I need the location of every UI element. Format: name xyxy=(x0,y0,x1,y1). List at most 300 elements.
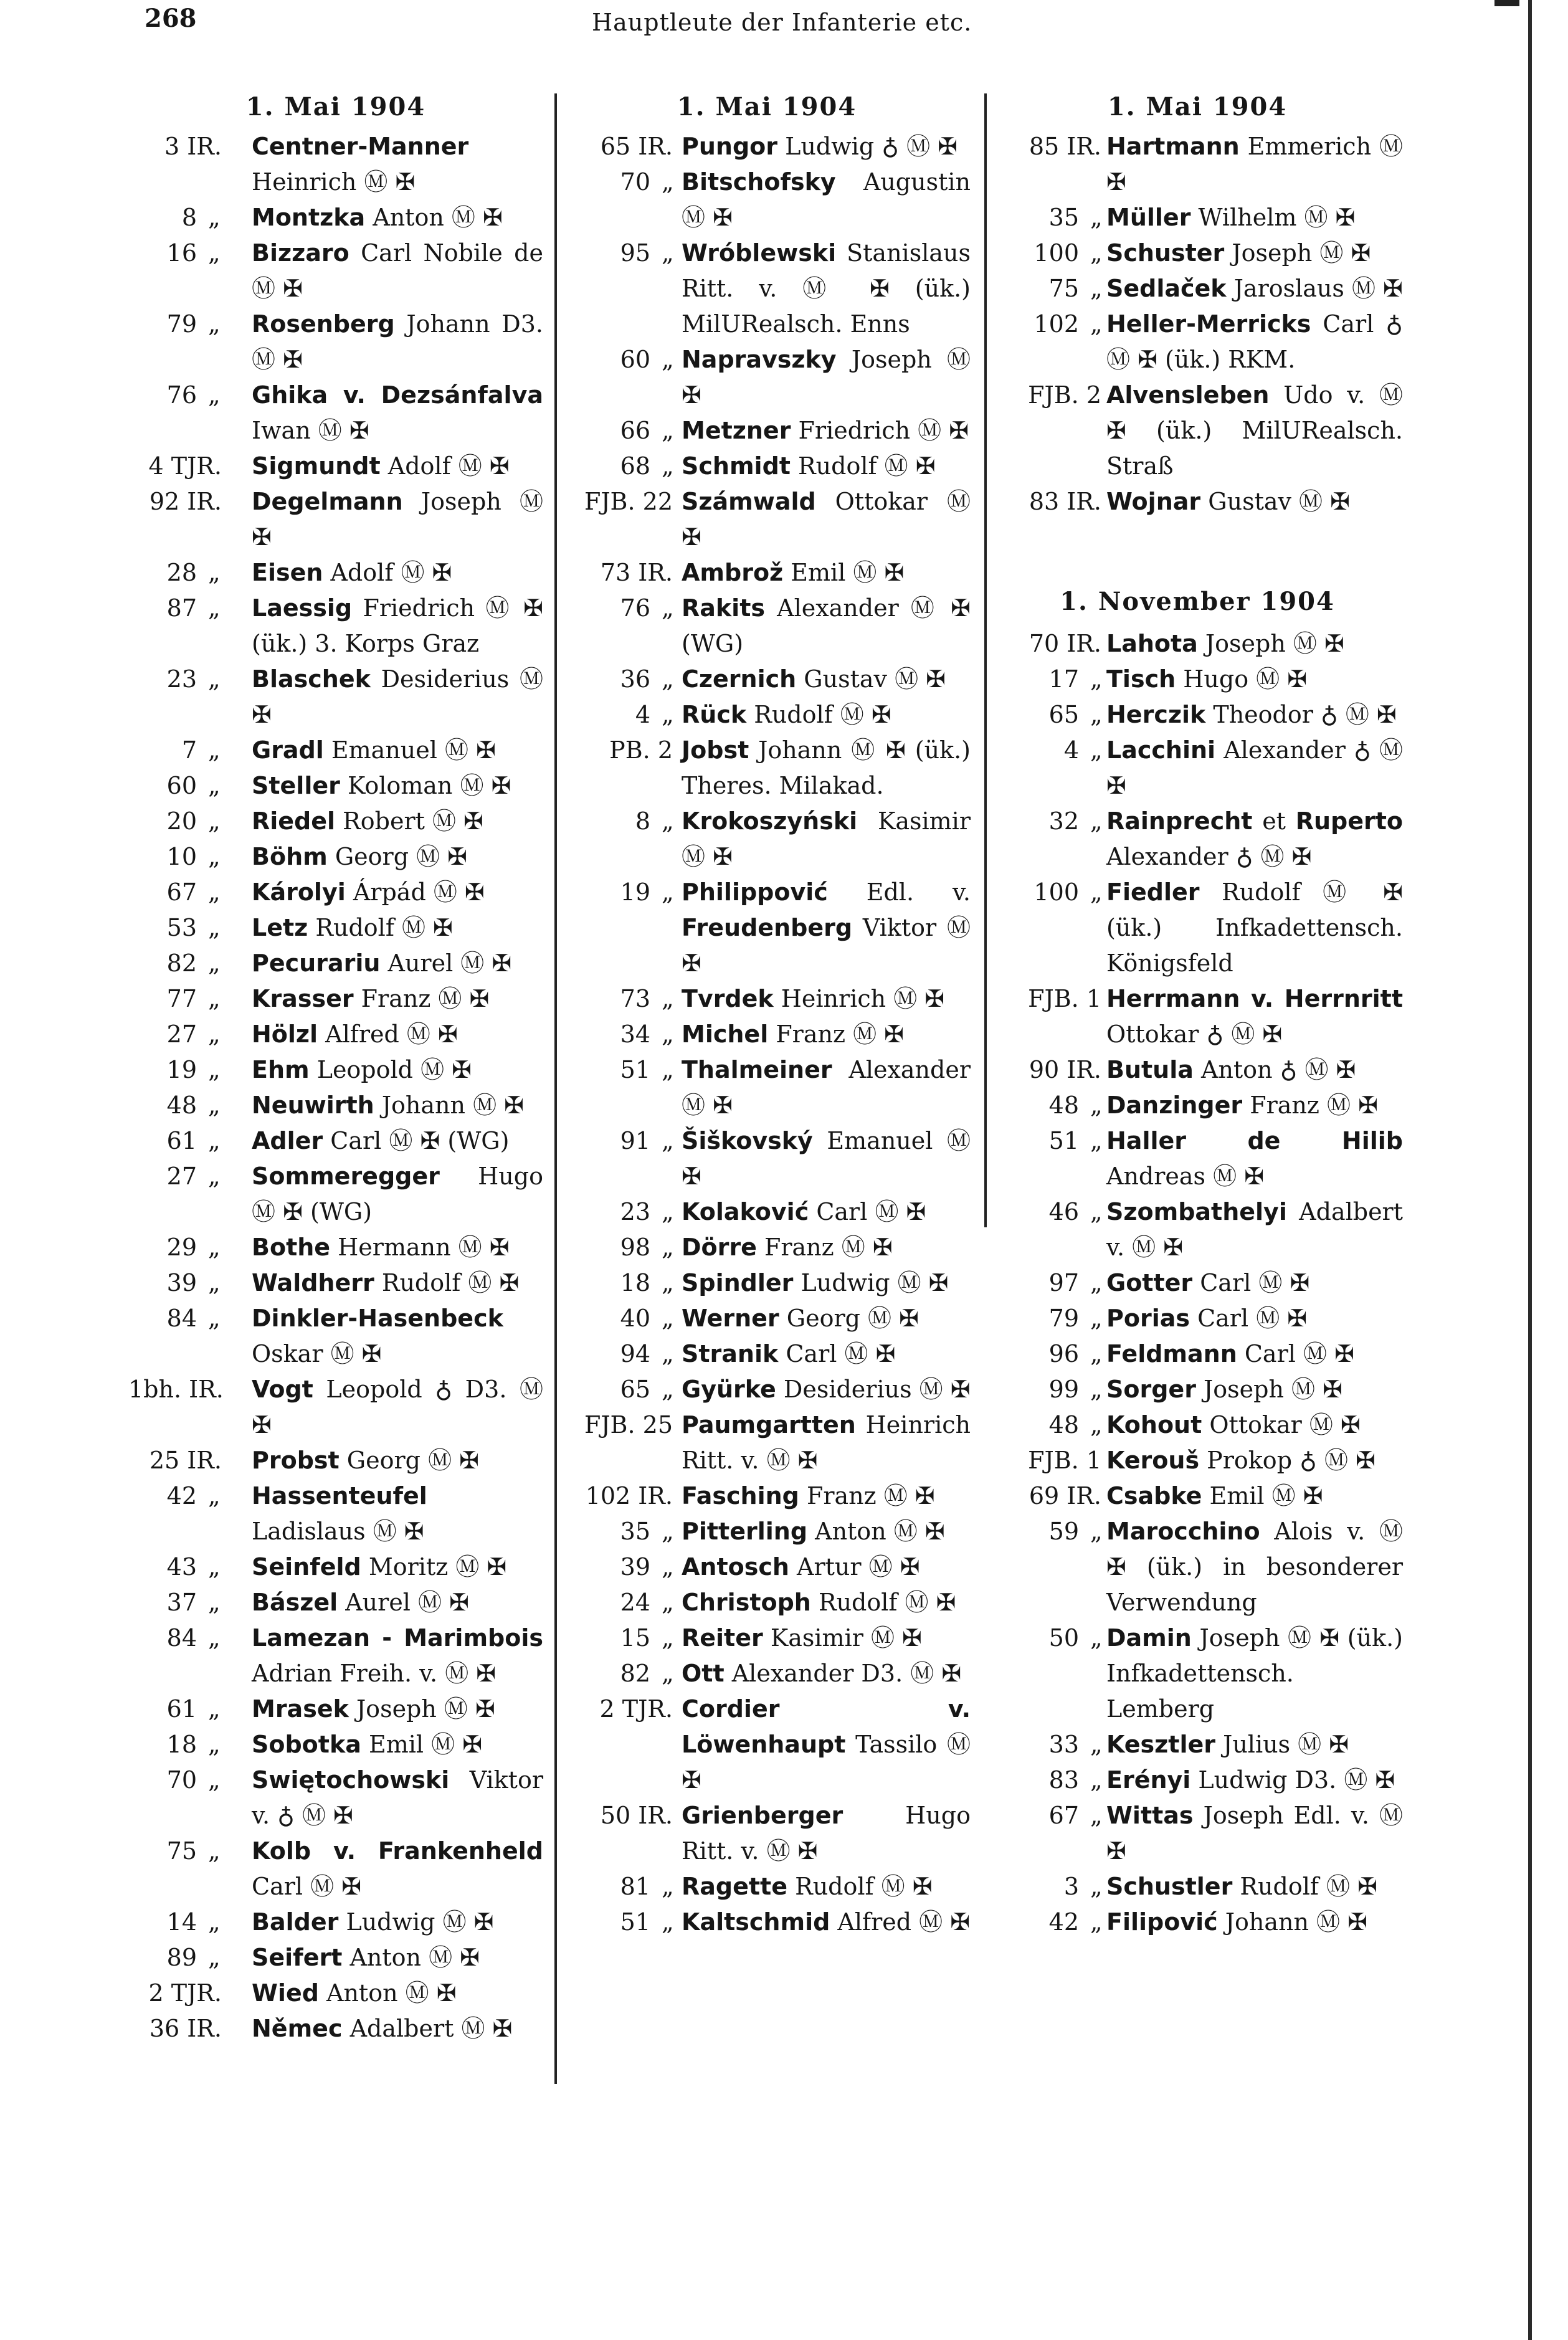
list-entry xyxy=(563,1620,971,1656)
ditto-mark: „ xyxy=(1090,1092,1103,1119)
list-entry xyxy=(992,1514,1403,1620)
ditto-mark: „ xyxy=(662,1340,674,1367)
given-name-and-decorations: Carl ♁ Ⓜ ✠ (ük.) RKM. xyxy=(1106,310,1403,373)
list-entry xyxy=(992,307,1403,378)
given-name-and-decorations: Oskar Ⓜ ✠ xyxy=(252,1340,382,1367)
ditto-mark: „ xyxy=(1090,310,1103,338)
list-entry xyxy=(992,1798,1403,1869)
entry-text xyxy=(252,1976,543,2011)
list-entry xyxy=(563,1514,971,1549)
given-name-and-decorations: Alois v. Ⓜ ✠ (ük.) in besonderer Verwendung xyxy=(1106,1518,1403,1616)
list-entry xyxy=(563,413,971,449)
ditto-mark: „ xyxy=(208,1944,221,1971)
list-entry xyxy=(128,946,543,981)
officer-surname: Bitschofsky xyxy=(682,168,836,196)
given-name-and-decorations: Joseph Ⓜ ✠ xyxy=(356,1695,495,1723)
given-name-and-decorations: Anton Ⓜ ✠ xyxy=(326,1979,457,2007)
given-name-and-decorations: Friedrich Ⓜ ✠ xyxy=(798,417,969,444)
given-name-and-decorations: Desiderius Ⓜ ✠ xyxy=(252,665,543,728)
entry-text xyxy=(1106,875,1403,981)
officer-surname: Wittas xyxy=(1106,1802,1194,1829)
entry-text xyxy=(252,1549,543,1585)
regiment-number: 17 xyxy=(1048,665,1079,693)
list-entry xyxy=(992,484,1403,520)
regiment-number: 36 xyxy=(620,665,650,693)
ditto-mark: „ xyxy=(208,985,221,1012)
list-entry xyxy=(563,733,971,804)
officer-surname: Butula xyxy=(1106,1056,1194,1083)
ditto-mark: „ xyxy=(208,736,221,764)
list-entry xyxy=(563,129,971,164)
ditto-mark: „ xyxy=(1090,1411,1103,1439)
entry-text xyxy=(252,733,543,768)
entry-text xyxy=(682,449,971,484)
given-name-and-decorations: Hugo Ⓜ ✠ (WG) xyxy=(252,1163,543,1225)
officer-surname: Neuwirth xyxy=(252,1092,374,1119)
ditto-mark: „ xyxy=(662,168,674,196)
entry-text xyxy=(682,342,971,413)
entry-text xyxy=(682,1372,971,1407)
entry-text xyxy=(682,129,971,164)
given-name-and-decorations: Carl Nobile de Ⓜ ✠ xyxy=(252,239,543,302)
entry-text xyxy=(682,875,971,981)
regiment-number: 10 xyxy=(166,843,197,870)
ditto-mark: „ xyxy=(1090,701,1103,728)
given-name-and-decorations: Friedrich Ⓜ ✠ (ük.) 3. Korps Graz xyxy=(252,594,543,657)
list-entry xyxy=(992,200,1403,235)
entry-text xyxy=(252,1833,543,1905)
given-name-and-decorations: Augustin Ⓜ ✠ xyxy=(682,168,971,231)
list-entry xyxy=(128,1727,543,1762)
ditto-mark: „ xyxy=(208,1837,221,1865)
ditto-mark: „ xyxy=(208,1163,221,1190)
list-entry xyxy=(563,1656,971,1691)
entry-text xyxy=(252,484,543,555)
given-name-and-decorations: Franz Ⓜ ✠ xyxy=(776,1020,904,1048)
entry-text xyxy=(682,235,971,342)
regiment-number: 39 xyxy=(620,1553,650,1581)
entry-text xyxy=(1106,378,1403,484)
ditto-mark: „ xyxy=(208,1766,221,1794)
entry-text xyxy=(1106,1407,1403,1443)
regiment-number: 75 xyxy=(1048,275,1079,302)
given-name-and-decorations: Desiderius Ⓜ ✠ xyxy=(783,1376,971,1403)
entry-text xyxy=(252,981,543,1017)
ditto-mark: „ xyxy=(662,807,674,835)
list-entry xyxy=(563,1478,971,1514)
regiment-number: 79 xyxy=(166,310,197,338)
ditto-mark: „ xyxy=(662,1660,674,1687)
officer-surname: Sobotka xyxy=(252,1731,361,1758)
given-name-and-decorations: Robert Ⓜ ✠ xyxy=(343,807,483,835)
given-name-and-decorations: Gustav Ⓜ ✠ xyxy=(804,665,946,693)
entry-text xyxy=(1106,1052,1403,1088)
scan-margin xyxy=(1532,0,1568,2340)
officer-surname: Seifert xyxy=(252,1944,343,1971)
entry-text xyxy=(1106,1123,1403,1194)
ditto-mark: „ xyxy=(662,1589,674,1616)
list-entry xyxy=(992,1869,1403,1905)
officer-surname: Schuster xyxy=(1106,239,1225,267)
regiment-number: 48 xyxy=(1048,1411,1079,1439)
list-entry xyxy=(563,1798,971,1869)
list-entry xyxy=(128,1017,543,1052)
entry-text xyxy=(252,200,543,235)
regiment-number: 68 xyxy=(620,452,650,480)
list-entry xyxy=(128,1620,543,1691)
ditto-mark: „ xyxy=(662,1020,674,1048)
officer-surname: Porias xyxy=(1106,1305,1190,1332)
given-name-and-decorations: Andreas Ⓜ ✠ xyxy=(1106,1163,1265,1190)
entry-text xyxy=(1106,129,1403,200)
officer-surname: Wróblewski xyxy=(682,239,837,267)
regiment-number: 19 xyxy=(166,1056,197,1083)
officer-surname: Probst xyxy=(252,1447,340,1474)
list-entry xyxy=(563,555,971,591)
column-heading: 1. Mai 1904 xyxy=(245,92,426,121)
entry-text xyxy=(682,1798,971,1869)
entry-text xyxy=(252,1905,543,1940)
list-entry xyxy=(128,555,543,591)
entry-text xyxy=(1106,733,1403,804)
entry-text xyxy=(252,804,543,839)
list-entry xyxy=(563,449,971,484)
regiment-number: 92 IR. xyxy=(149,488,222,515)
regiment-number: 61 xyxy=(166,1127,197,1154)
officer-surname: Tisch xyxy=(1106,665,1176,693)
regiment-number: 82 xyxy=(166,949,197,977)
list-entry xyxy=(992,733,1403,804)
scan-edge-mark xyxy=(1494,0,1519,6)
officer-surname: Schustler xyxy=(1106,1873,1233,1900)
officer-surname: Metzner xyxy=(682,417,791,444)
regiment-number: 81 xyxy=(620,1873,650,1900)
regiment-number: 82 xyxy=(620,1660,650,1687)
ditto-mark: „ xyxy=(1090,1766,1103,1794)
given-name-and-decorations: Georg Ⓜ ✠ xyxy=(786,1305,919,1332)
ditto-mark: „ xyxy=(208,843,221,870)
ditto-mark: „ xyxy=(1090,1802,1103,1829)
officer-surname: Gradl xyxy=(252,736,324,764)
given-name-and-decorations: Rudolf Ⓜ ✠ xyxy=(1240,1873,1377,1900)
regiment-number: 51 xyxy=(1048,1127,1079,1154)
regiment-number: 33 xyxy=(1048,1731,1079,1758)
officer-surname: Bizzaro xyxy=(252,239,349,267)
regiment-number: 3 xyxy=(1063,1873,1079,1900)
given-name-and-decorations: Joseph Edl. v. Ⓜ ✠ xyxy=(1106,1802,1403,1865)
ditto-mark: „ xyxy=(208,1127,221,1154)
officer-surname-2: Freudenberg xyxy=(682,914,853,941)
given-name-and-decorations: Joseph Ⓜ ✠ xyxy=(252,488,543,551)
officer-surname: Pecurariu xyxy=(252,949,381,977)
ditto-mark: „ xyxy=(1090,1518,1103,1545)
officer-surname: Alvensleben xyxy=(1106,381,1270,409)
ditto-mark: „ xyxy=(208,949,221,977)
regiment-number: 79 xyxy=(1048,1305,1079,1332)
officer-surname: Fasching xyxy=(682,1482,799,1510)
column-heading: 1. Mai 1904 xyxy=(1107,92,1288,121)
officer-surname: Šiškovský xyxy=(682,1127,813,1154)
given-name-and-decorations: Emil Ⓜ ✠ xyxy=(791,559,905,586)
list-entry xyxy=(992,1443,1403,1478)
given-name-and-decorations: Ludwig Ⓜ ✠ xyxy=(346,1908,494,1936)
regiment-number: 61 xyxy=(166,1695,197,1723)
ditto-mark: „ xyxy=(662,1376,674,1403)
entry-text xyxy=(1106,1727,1403,1762)
officer-surname: Blaschek xyxy=(252,665,371,693)
regiment-number: FJB. 2 xyxy=(1028,381,1101,409)
given-name-and-decorations: Edl. v. xyxy=(866,878,971,906)
entry-text xyxy=(1106,1478,1403,1514)
entry-text xyxy=(682,1336,971,1372)
officer-surname: Sorger xyxy=(1106,1376,1196,1403)
ditto-mark: „ xyxy=(208,1908,221,1936)
given-name-and-decorations: Carl Ⓜ ✠ xyxy=(1244,1340,1354,1367)
ditto-mark: „ xyxy=(208,1020,221,1048)
officer-surname: Marocchino xyxy=(1106,1518,1260,1545)
given-name-and-decorations: Carl Ⓜ ✠ (WG) xyxy=(330,1127,510,1154)
regiment-number: 100 xyxy=(1033,239,1079,267)
list-entry xyxy=(128,1905,543,1940)
entry-text xyxy=(252,1265,543,1301)
officer-surname: Schmidt xyxy=(682,452,791,480)
given-name-and-decorations: Franz Ⓜ ✠ xyxy=(806,1482,935,1510)
entry-text xyxy=(252,378,543,449)
entry-text xyxy=(252,946,543,981)
given-name-and-decorations: Hermann Ⓜ ✠ xyxy=(338,1234,510,1261)
entry-text xyxy=(1106,1194,1403,1265)
given-name-and-decorations: Aurel Ⓜ ✠ xyxy=(345,1589,469,1616)
entry-text xyxy=(252,1478,543,1549)
ditto-mark: „ xyxy=(1090,239,1103,267)
list-entry xyxy=(992,1620,1403,1727)
given-name-and-decorations: Hugo Ritt. v. Ⓜ ✠ xyxy=(682,1802,971,1865)
entry-text xyxy=(682,1052,971,1123)
officer-surname: Dinkler-Hasenbeck xyxy=(252,1305,503,1332)
entry-text xyxy=(252,1443,543,1478)
list-entry xyxy=(128,1123,543,1159)
officer-surname: Rück xyxy=(682,701,747,728)
list-entry xyxy=(563,697,971,733)
officer-surname: Lahota xyxy=(1106,630,1198,657)
officer-surname: Wied xyxy=(252,1979,319,2007)
list-entry xyxy=(563,591,971,662)
list-entry xyxy=(128,1549,543,1585)
given-name-and-decorations: Carl Ⓜ ✠ xyxy=(1200,1269,1310,1296)
regiment-number: 39 xyxy=(166,1269,197,1296)
ditto-mark: „ xyxy=(208,914,221,941)
ditto-mark: „ xyxy=(1090,1624,1103,1652)
entry-text xyxy=(1106,1869,1403,1905)
given-name-and-decorations: Iwan Ⓜ ✠ xyxy=(252,417,369,444)
list-entry xyxy=(992,1123,1403,1194)
ditto-mark: „ xyxy=(1090,1305,1103,1332)
list-entry xyxy=(128,1088,543,1123)
regiment-number: 73 IR. xyxy=(600,559,673,586)
given-name-and-decorations: Anton Ⓜ ✠ xyxy=(815,1518,945,1545)
column-1 xyxy=(128,92,543,2098)
given-name-and-decorations: Adolf Ⓜ ✠ xyxy=(387,452,510,480)
given-name-and-decorations: Anton Ⓜ ✠ xyxy=(373,204,503,231)
given-name-and-decorations: Artur Ⓜ ✠ xyxy=(797,1553,920,1581)
regiment-number: 97 xyxy=(1048,1269,1079,1296)
regiment-number: 48 xyxy=(1048,1092,1079,1119)
given-name-and-decorations: Adalbert Ⓜ ✠ xyxy=(349,2015,513,2042)
entry-text xyxy=(1106,1798,1403,1869)
list-entry xyxy=(992,697,1403,733)
ditto-mark: „ xyxy=(662,985,674,1012)
regiment-number: 75 xyxy=(166,1837,197,1865)
regiment-number: 24 xyxy=(620,1589,650,1616)
list-entry xyxy=(128,2011,543,2047)
entry-text xyxy=(682,413,971,449)
list-entry xyxy=(563,981,971,1017)
list-entry xyxy=(128,1478,543,1549)
officer-surname: Fiedler xyxy=(1106,878,1200,906)
column-3 xyxy=(992,92,1403,2098)
list-entry xyxy=(992,1407,1403,1443)
list-entry xyxy=(128,591,543,662)
regiment-number: 23 xyxy=(166,665,197,693)
ditto-mark: „ xyxy=(662,1518,674,1545)
regiment-number: 76 xyxy=(620,594,650,622)
entry-text xyxy=(252,875,543,910)
list-entry xyxy=(992,1905,1403,1940)
entry-text xyxy=(252,1088,543,1123)
list-entry xyxy=(992,662,1403,697)
officer-surname: Ehm xyxy=(252,1056,310,1083)
officer-surname: Waldherr xyxy=(252,1269,374,1296)
officer-surname-2: Ruperto xyxy=(1295,807,1403,835)
given-name-and-decorations: Johann Ⓜ ✠ xyxy=(381,1092,524,1119)
regiment-number: 46 xyxy=(1048,1198,1079,1225)
ditto-mark: „ xyxy=(208,1056,221,1083)
list-entry xyxy=(563,484,971,555)
regiment-number: 51 xyxy=(620,1908,650,1936)
given-name-and-decorations: Georg Ⓜ ✠ xyxy=(346,1447,479,1474)
ditto-mark: „ xyxy=(208,807,221,835)
list-entry xyxy=(992,981,1403,1052)
regiment-number: 29 xyxy=(166,1234,197,1261)
entry-text xyxy=(252,129,543,200)
given-name-and-decorations: Anton ♁ Ⓜ ✠ xyxy=(1201,1056,1356,1083)
entry-text xyxy=(1106,1762,1403,1798)
entry-text xyxy=(252,1372,543,1443)
officer-surname: Cordier v. Löwenhaupt xyxy=(682,1695,971,1758)
entry-text xyxy=(252,235,543,307)
ditto-mark: „ xyxy=(208,1305,221,1332)
list-entry xyxy=(563,804,971,875)
entry-text xyxy=(252,1691,543,1727)
list-entry xyxy=(128,1159,543,1230)
regiment-number: 2 TJR. xyxy=(148,1979,222,2007)
ditto-mark: „ xyxy=(662,1269,674,1296)
given-name-and-decorations: Carl Ⓜ ✠ xyxy=(1197,1305,1308,1332)
officer-surname: Centner-Manner xyxy=(252,133,469,160)
entry-text xyxy=(682,1869,971,1905)
officer-surname: Stranik xyxy=(682,1340,779,1367)
regiment-number: 27 xyxy=(166,1020,197,1048)
entry-text xyxy=(682,1407,971,1478)
regiment-number: 98 xyxy=(620,1234,650,1261)
regiment-number: 27 xyxy=(166,1163,197,1190)
regiment-number: 65 xyxy=(620,1376,650,1403)
entry-text xyxy=(682,555,971,591)
given-name-and-decorations: Heinrich Ⓜ ✠ xyxy=(252,168,416,196)
regiment-number: 102 IR. xyxy=(585,1482,673,1510)
ditto-mark: „ xyxy=(662,594,674,622)
regiment-number: 76 xyxy=(166,381,197,409)
regiment-number: 95 xyxy=(620,239,650,267)
given-name-and-decorations: Joseph Ⓜ ✠ xyxy=(1205,630,1344,657)
regiment-number: 73 xyxy=(620,985,650,1012)
given-name-and-decorations: Carl Ⓜ ✠ xyxy=(816,1198,926,1225)
given-name-and-decorations: Franz Ⓜ ✠ xyxy=(764,1234,893,1261)
list-entry xyxy=(992,271,1403,307)
entry-text xyxy=(682,662,971,697)
entry-text xyxy=(1106,1905,1403,1940)
officer-surname: Csabke xyxy=(1106,1482,1202,1510)
column-2 xyxy=(563,92,971,2098)
regiment-number: 70 xyxy=(620,168,650,196)
ditto-mark: „ xyxy=(662,1056,674,1083)
list-entry xyxy=(992,129,1403,200)
regiment-number: PB. 2 xyxy=(609,736,673,764)
officer-surname: Balder xyxy=(252,1908,339,1936)
given-name-and-decorations: Kasimir Ⓜ ✠ xyxy=(770,1624,922,1652)
regiment-number: 50 xyxy=(1048,1624,1079,1652)
regiment-number: FJB. 22 xyxy=(584,488,673,515)
given-name-and-decorations: Franz Ⓜ ✠ xyxy=(1250,1092,1378,1119)
ditto-mark: „ xyxy=(208,1482,221,1510)
officer-surname: Károlyi xyxy=(252,878,346,906)
list-entry xyxy=(128,1940,543,1976)
list-entry xyxy=(563,1869,971,1905)
regiment-number: 89 xyxy=(166,1944,197,1971)
officer-surname: Pungor xyxy=(682,133,778,160)
officer-surname: Damin xyxy=(1106,1624,1192,1652)
officer-surname: Michel xyxy=(682,1020,769,1048)
column-heading: 1. Mai 1904 xyxy=(677,92,857,121)
regiment-number: FJB. 1 xyxy=(1028,985,1101,1012)
officer-surname: Philippović xyxy=(682,878,828,906)
regiment-number: 96 xyxy=(1048,1340,1079,1367)
ditto-mark: „ xyxy=(662,1198,674,1225)
list-entry xyxy=(128,1443,543,1478)
officer-surname: Lamezan - Marimbois xyxy=(252,1624,543,1652)
entry-text xyxy=(682,804,971,875)
officer-surname: Seinfeld xyxy=(252,1553,361,1581)
ditto-mark: „ xyxy=(208,1234,221,1261)
entry-text xyxy=(1106,981,1403,1052)
list-entry xyxy=(563,1372,971,1407)
given-name-and-decorations: Rudolf Ⓜ ✠ xyxy=(381,1269,520,1296)
list-entry xyxy=(128,449,543,484)
officer-surname: Christoph xyxy=(682,1589,811,1616)
given-name-and-decorations: Ladislaus Ⓜ ✠ xyxy=(252,1518,424,1545)
list-entry xyxy=(128,484,543,555)
given-name-and-decorations: Rudolf Ⓜ ✠ xyxy=(315,914,453,941)
officer-surname: Czernich xyxy=(682,665,797,693)
list-entry xyxy=(128,1833,543,1905)
list-entry xyxy=(563,1301,971,1336)
regiment-number: 34 xyxy=(620,1020,650,1048)
ditto-mark: „ xyxy=(662,1234,674,1261)
regiment-number: 43 xyxy=(166,1553,197,1581)
list-entry xyxy=(992,804,1403,875)
officer-surname: Filipović xyxy=(1106,1908,1218,1936)
running-head: Hauptleute der Infanterie etc. xyxy=(592,9,972,36)
